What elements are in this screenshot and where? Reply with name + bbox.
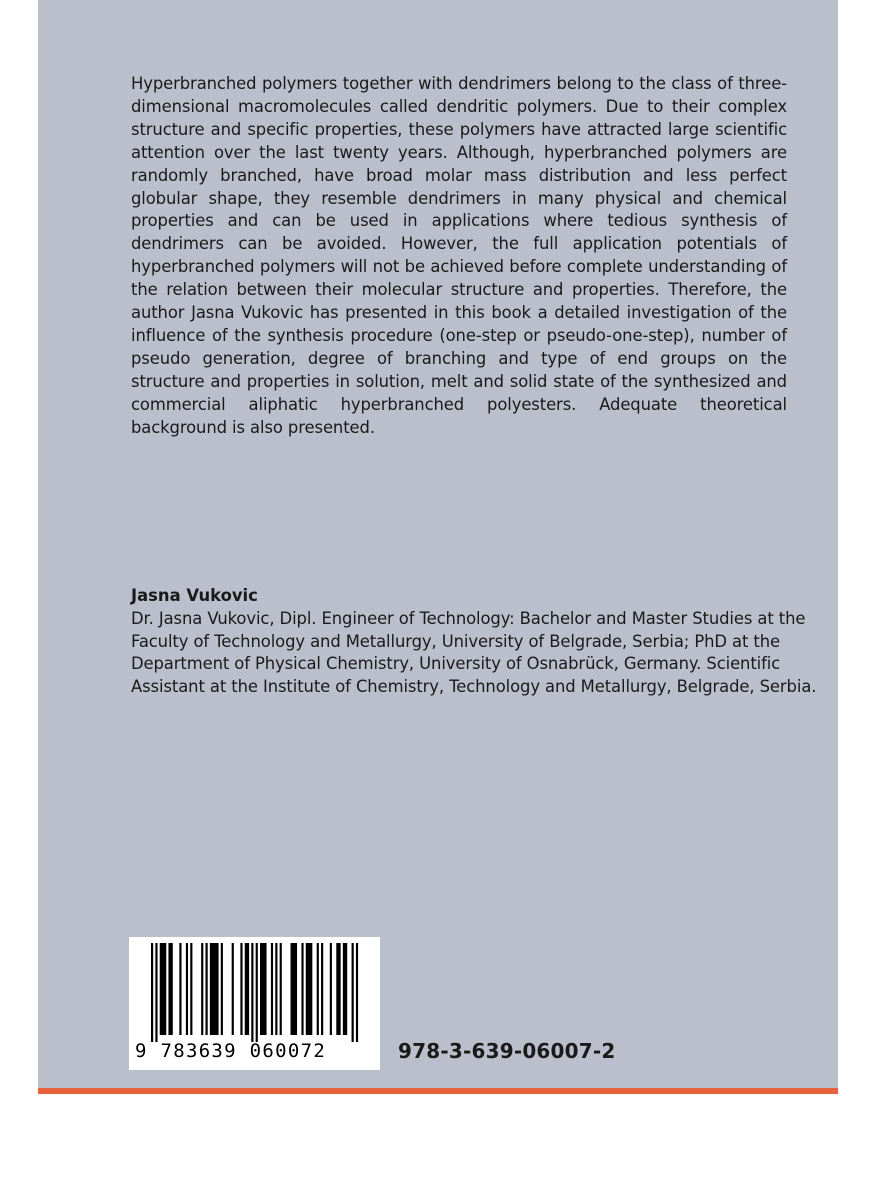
barcode-bar [321,943,323,1035]
barcode-bar [179,943,181,1035]
barcode-bar [190,943,192,1035]
barcode-bar [291,943,298,1035]
barcode-bar [301,943,303,1035]
barcode-guard-bar [256,943,258,1042]
accent-stripe [38,1088,838,1094]
barcode-guard-bar [151,943,153,1042]
barcode-guard-bar [356,943,358,1042]
barcode-guard-bar [155,943,157,1042]
isbn-barcode [129,937,380,1070]
barcode-bar [260,943,267,1035]
barcode-bar [232,943,234,1035]
barcode-bar [210,943,219,1035]
barcode-bar [271,943,273,1035]
isbn-number: 978-3-639-06007-2 [398,1039,616,1063]
barcode-bar [280,943,282,1035]
barcode-bar [186,943,188,1035]
book-abstract: Hyperbranched polymers together with dendrimers belong to the class of three-dimensional macromolecules called dendritic polymers. Due to their complex structure and specific properties, these polymers have attracted large scientific attention over the last twenty years. Although, hyperbranched polymers are randomly branched, have broad molar mass distribution and less perfect globular shape, they resemble dendrimers in many physical and chemical properties and can be used in applications where tedious synthesis of dendrimers can be avoided. However, the full application potentials of hyperbranched polymers will not be achieved before complete understanding of the relation between their molecular structure and properties. Therefore, the author Jasna Vukovic has presented in this book a detailed investigation of the influence of the synthesis procedure (one-step or pseudo-one-step), number of pseudo generation, degree of branching and type of end groups on the structure and properties in solution, melt and solid state of the synthesized and commercial aliphatic hyperbranched polyesters. Adequate theoretical background is also presented. [131,74,787,437]
barcode-bar [206,943,208,1035]
barcode-bar [343,943,347,1035]
barcode-bar [306,943,313,1035]
barcode-bar [168,943,172,1035]
barcode-bar [275,943,277,1035]
barcode-bar [221,943,223,1035]
barcode-bar [245,943,249,1035]
author-section [131,585,831,698]
author-name: Jasna Vukovic [131,586,258,605]
barcode-bar [336,943,340,1035]
author-bio: Dr. Jasna Vukovic, Dipl. Engineer of Technology: Bachelor and Master Studies at the Faculty of Technology and Metallurgy, University of Belgrade, Serbia; PhD at the Department of Physical Chemistry, University of Osnabrück, Germany. Scientific Assistant at the Institute of Chemistry, Technology and Metallurgy, Belgrade, Serbia. [131,608,817,696]
barcode-bar [201,943,203,1035]
barcode-bar [160,943,167,1035]
barcode-guard-bar [352,943,354,1042]
barcode-bar [240,943,242,1035]
barcode-guard-bar [251,943,253,1042]
barcode-bar [317,943,319,1035]
barcode-digits: 9 783639 060072 [135,1040,327,1062]
barcode-bar [330,943,332,1035]
barcode-bars [129,937,380,1042]
